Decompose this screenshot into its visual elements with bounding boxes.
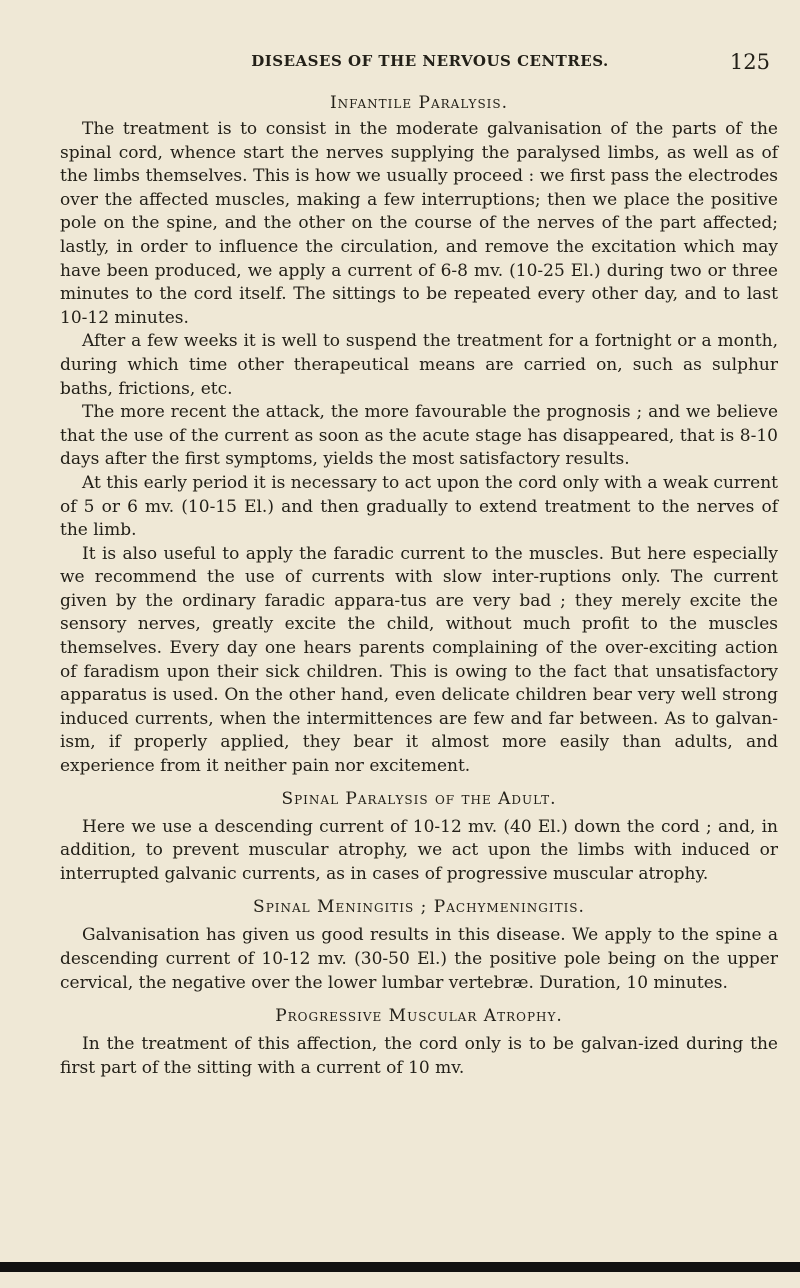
paragraph: At this early period it is necessary to act upon the cord only with a weak current of 5 or 6 mv. (10-15 El.) and then gradually to extend treatment to the nerves of the limb. [60, 472, 778, 541]
paragraph: The treatment is to consist in the moderate galvanisation of the parts of the spinal cord, whence start the nerves supplying the paralysed limbs, as well as of the limbs themselves. This is how we usually proceed : we first pass the electrodes over the affected muscles, making a few interruptions; then we place the positive pole on the spine, and the other on the course of the nerves of the part affected; lastly, in order to influence the circulation, and remove the excitation which may have been produced, we apply a current of 6-8 mv. (10-25 El.) during two or three minutes to the cord itself. The sittings to be repeated every other day, and to last 10-12 minutes. [60, 119, 778, 328]
section-heading-spinal-meningitis: Spinal Meningitis ; Pachymeningitis. [253, 897, 585, 918]
paragraph: It is also useful to apply the faradic current to the muscles. But here especially we recommend the use of currents with slow inter-ruptions only. The current given by the ordinary faradic appara-tus are very bad ; they merely excite the sensory nerves, greatly excite the child, without much profit to the muscles themselves. Every day one hears parents complaining of the over-exciting action of faradism upon their sick children. This is owing to the fact that unsatisfactory apparatus is used. On the other hand, even delicate children bear very well strong induced currents, when the intermittences are few and far between. As to galvan-ism, if properly applied, they bear it almost more easily than adults, and experience from it neither pain nor excitement. [60, 543, 778, 777]
paragraph: The more recent the attack, the more favourable the prognosis ; and we believe that the use of the current as soon as the acute stage has disappeared, that is 8-10 days after the first symptoms, yields the most satisfactory results. [60, 402, 778, 470]
paragraph: After a few weeks it is well to suspend the treatment for a fortnight or a month, during which time other therapeutical means are carried on, such as sulphur baths, frictions, etc. [60, 331, 778, 399]
section-heading-progressive-muscular-atrophy: Progressive Muscular Atrophy. [275, 1006, 563, 1027]
paragraph: Here we use a descending current of 10-12 mv. (40 El.) down the cord ; and, in addition, to prevent muscular atrophy, we act upon the limbs with induced or interrupted galvanic currents, as in cases of progressive muscular atrophy. [60, 816, 778, 884]
page-number: 125 [729, 50, 770, 74]
page-content [60, 92, 778, 1080]
section-heading-spinal-paralysis-adult: Spinal Paralysis of the Adult. [281, 788, 557, 809]
running-head: DISEASES OF THE NERVOUS CENTRES. [251, 52, 609, 70]
paragraph: In the treatment of this affection, the cord only is to be galvan-ized during the first part of the sitting with a current of 10 mv. [60, 1034, 778, 1078]
paragraph: Galvanisation has given us good results in this disease. We apply to the spine a descending current of 10-12 mv. (30-50 El.) the positive pole being on the upper cervical, the negative over the lower lumbar vertebræ. Duration, 10 minutes. [60, 925, 778, 993]
section-heading-infantile-paralysis: Infantile Paralysis. [329, 93, 509, 113]
bottom-edge-rule [0, 1262, 800, 1272]
